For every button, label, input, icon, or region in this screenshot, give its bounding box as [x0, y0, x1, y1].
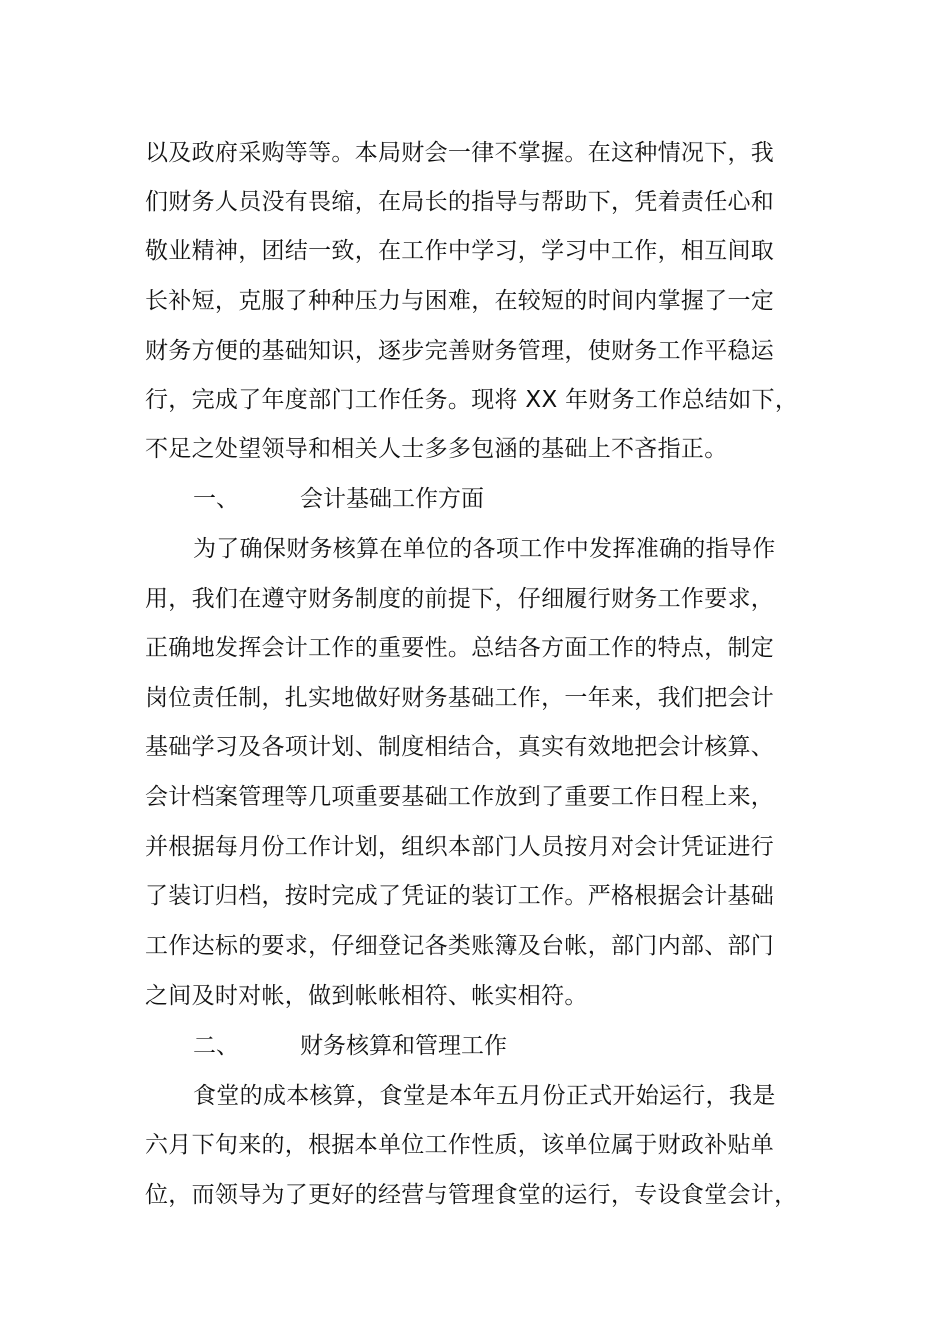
text-line: 会计档案管理等几项重要基础工作放到了重要工作日程上来， — [145, 784, 775, 810]
text-line: 并根据每月份工作计划，组织本部门人员按月对会计凭证进行 — [145, 834, 775, 860]
section-number: 一、 — [193, 486, 239, 512]
text-line: 们财务人员没有畏缩，在局长的指导与帮助下，凭着责任心和 — [145, 189, 775, 215]
text-line: 长补短，克服了种种压力与困难，在较短的时间内掌握了一定 — [145, 288, 775, 314]
section-title: 财务核算和管理工作 — [300, 1033, 507, 1059]
text-line: 岗位责任制，扎实地做好财务基础工作，一年来，我们把会计 — [145, 685, 775, 711]
text-line: 为了确保财务核算在单位的各项工作中发挥准确的指导作 — [193, 536, 776, 562]
section-number: 二、 — [193, 1033, 239, 1059]
text-line: 之间及时对帐，做到帐帐相符、帐实相符。 — [145, 983, 588, 1009]
text-line: 用，我们在遵守财务制度的前提下，仔细履行财务工作要求， — [145, 586, 775, 612]
text-line: 正确地发挥会计工作的重要性。总结各方面工作的特点，制定 — [145, 635, 775, 661]
text-line: 敬业精神，团结一致，在工作中学习，学习中工作，相互间取 — [145, 238, 775, 264]
text-line: 以及政府采购等等。本局财会一律不掌握。在这种情况下，我 — [145, 140, 775, 166]
text-line: 行，完成了年度部门工作任务。现将 XX 年财务工作总结如下， — [145, 387, 799, 413]
text-line: 位，而领导为了更好的经营与管理食堂的运行，专设食堂会计， — [145, 1182, 798, 1208]
text-line: 工作达标的要求，仔细登记各类账簿及台帐，部门内部、部门 — [145, 933, 775, 959]
text-line: 食堂的成本核算，食堂是本年五月份正式开始运行，我是 — [193, 1083, 776, 1109]
text-line: 财务方便的基础知识，逐步完善财务管理，使财务工作平稳运 — [145, 338, 775, 364]
text-line: 六月下旬来的，根据本单位工作性质，该单位属于财政补贴单 — [145, 1132, 775, 1158]
text-line: 基础学习及各项计划、制度相结合，真实有效地把会计核算、 — [145, 734, 775, 760]
text-line: 不足之处望领导和相关人士多多包涵的基础上不吝指正。 — [145, 436, 728, 462]
text-line: 了装订归档，按时完成了凭证的装订工作。严格根据会计基础 — [145, 883, 775, 909]
section-title: 会计基础工作方面 — [300, 486, 484, 512]
